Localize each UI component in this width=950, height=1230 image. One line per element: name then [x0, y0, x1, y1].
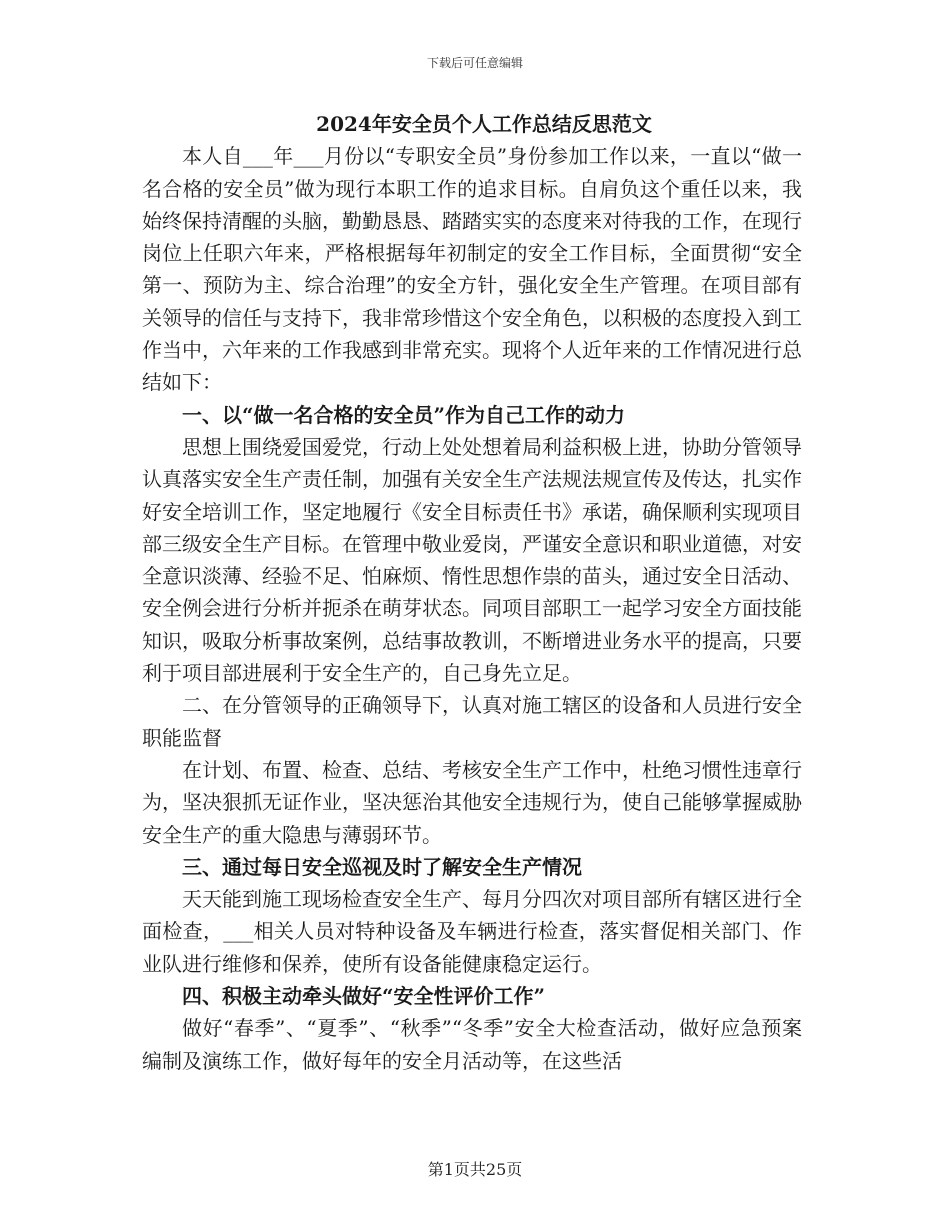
intro-paragraph: 本人自___年___月份以“专职安全员”身份参加工作以来，一直以“做一名合格的安全员”做为现行本职工作的追求目标。自肩负这个重任以来，我始终保持清醒的头脑，勤勤恳恳、踏踏实实的态度来对待我的工作，在现行岗位上任职六年来，严格根据每年初制定的安全工作目标，全面贯彻“安全第一、预防为主、综合治理”的安全方针，强化安全生产管理。在项目部有关领导的信任与支持下，我非常珍惜这个安全角色，以积极的态度投入到工作当中，六年来的工作我感到非常充实。现将个人近年来的工作情况进行总结如下： — [142, 144, 802, 395]
section-3-paragraph: 天天能到施工现场检查安全生产、每月分四次对项目部所有辖区进行全面检查，___相关人员对特种设备及车辆进行检查，落实督促相关部门、作业队进行维修和保养，使所有设备能健康稳定运行。 — [142, 887, 802, 976]
section-heading-3: 三、通过每日安全巡视及时了解安全生产情况 — [182, 854, 582, 879]
section-heading-4: 四、积极主动牵头做好“安全性评价工作” — [182, 984, 546, 1009]
section-2-paragraph: 在计划、布置、检查、总结、考核安全生产工作中，杜绝习惯性违章行为，坚决狠抓无证作业，坚决惩治其他安全违规行为，使自己能够掌握威胁安全生产的重大隐患与薄弱环节。 — [142, 757, 802, 847]
section-1-paragraph: 思想上围绕爱国爱党，行动上处处想着局利益积极上进，协助分管领导认真落实安全生产责任制，加强有关安全生产法规法规宣传及传达，扎实作好安全培训工作，坚定地履行《安全目标责任书》承诺，确保顺利实现项目部三级安全生产目标。在管理中敬业爱岗，严谨安全意识和职业道德，对安全意识淡薄、经验不足、怕麻烦、惰性思想作祟的苗头，通过安全日活动、安全例会进行分析并扼杀在萌芽状态。同项目部职工一起学习安全方面技能知识，吸取分析事故案例，总结事故教训，不断增进业务水平的提高，只要利于项目部进展利于安全生产的，自己身先立足。 — [142, 434, 802, 686]
section-heading-2: 二、在分管领导的正确领导下，认真对施工辖区的设备和人员进行安全职能监督 — [142, 693, 802, 750]
section-4-paragraph: 做好“春季”、“夏季”、“秋季”“冬季”安全大检查活动，做好应急预案编制及演练工作，做好每年的安全月活动等，在这些活 — [142, 1016, 802, 1073]
header-note: 下载后可任意编辑 — [426, 56, 523, 70]
section-heading-1: 一、以“做一名合格的安全员”作为自己工作的动力 — [182, 402, 626, 427]
page-footer: 第1页共25页 — [427, 1160, 523, 1179]
document-body — [142, 108, 802, 1077]
document-title: 2024年安全员个人工作总结反思范文 — [316, 112, 652, 136]
